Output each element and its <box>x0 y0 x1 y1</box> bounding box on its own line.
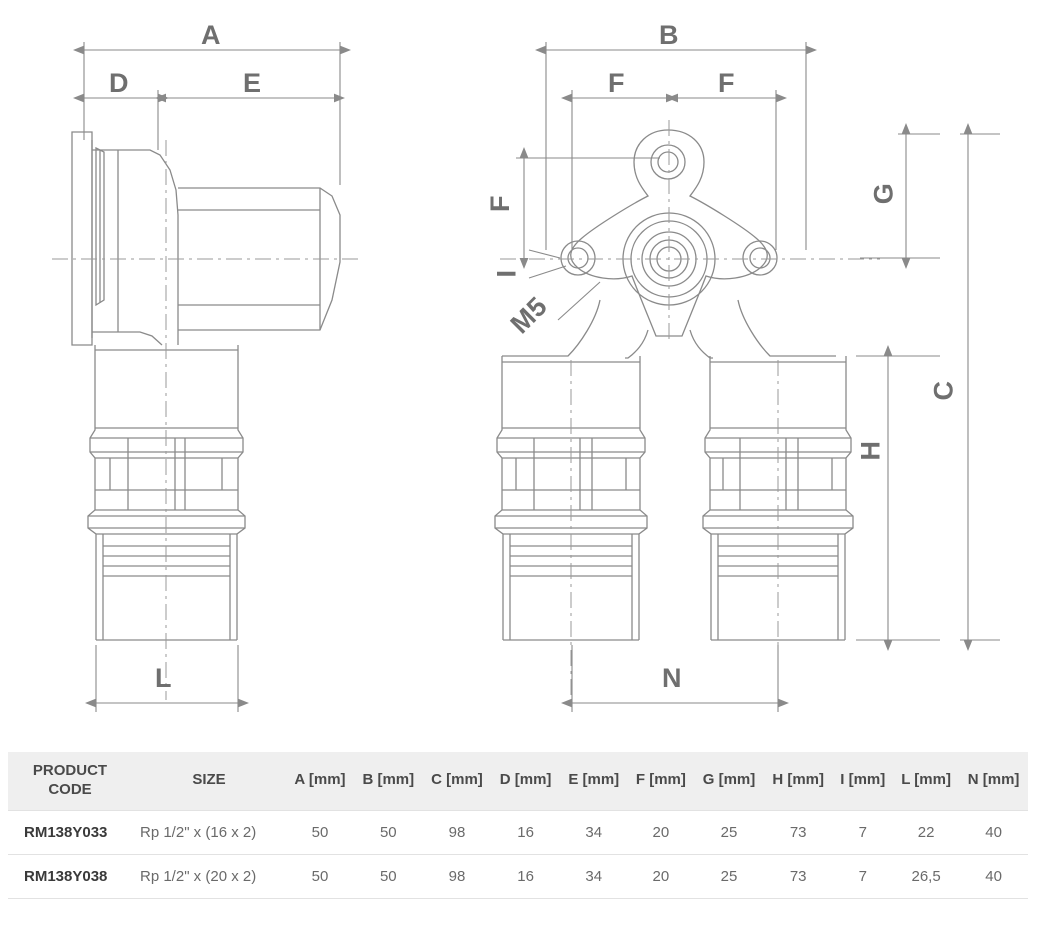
dimension-lines <box>84 42 1000 712</box>
centerline <box>500 120 880 700</box>
cell-g: 25 <box>694 810 764 854</box>
dim-label-F-right: F <box>718 68 735 98</box>
column-header-product-code <box>8 752 132 810</box>
column-header-g: G [mm] <box>694 752 764 810</box>
dim-label-E: E <box>243 68 262 98</box>
specification-table <box>8 752 1028 899</box>
cell-l: 22 <box>893 810 959 854</box>
cell-i: 7 <box>833 854 893 898</box>
cell-n: 40 <box>959 810 1028 854</box>
table-header <box>8 752 1028 810</box>
cell-d: 16 <box>491 810 560 854</box>
cell-c: 98 <box>423 854 492 898</box>
dim-label-A: A <box>201 20 221 50</box>
cell-a: 50 <box>286 810 354 854</box>
table-row <box>8 854 1028 898</box>
dim-label-B: B <box>659 20 679 50</box>
dim-label-I: I <box>491 269 522 278</box>
cell-product-code: RM138Y038 <box>8 854 132 898</box>
front-elevation-view <box>495 130 853 640</box>
table-body <box>8 810 1028 898</box>
cell-n: 40 <box>959 854 1028 898</box>
cell-b: 50 <box>354 854 423 898</box>
dim-label-N: N <box>662 663 682 693</box>
table-header-row <box>8 752 1028 810</box>
dim-label-D: D <box>109 68 129 98</box>
column-header-c: C [mm] <box>423 752 492 810</box>
cell-a: 50 <box>286 854 354 898</box>
dim-label-M5: M5 <box>504 290 554 340</box>
dim-label-F-vertical: F <box>485 195 515 212</box>
cell-i: 7 <box>833 810 893 854</box>
table-row <box>8 810 1028 854</box>
dim-label-C: C <box>928 380 959 401</box>
dim-label-G: G <box>868 182 899 205</box>
cell-size: Rp 1/2" x (16 x 2) <box>132 810 286 854</box>
column-header-size: SIZE <box>132 752 286 810</box>
cell-f: 20 <box>628 854 695 898</box>
cell-h: 73 <box>764 854 833 898</box>
dim-label-L: L <box>155 663 172 693</box>
column-header-l: L [mm] <box>893 752 959 810</box>
cell-size: Rp 1/2" x (20 x 2) <box>132 854 286 898</box>
cell-product-code: RM138Y033 <box>8 810 132 854</box>
dim-label-H: H <box>855 440 886 461</box>
cell-f: 20 <box>628 810 695 854</box>
column-header-a: A [mm] <box>286 752 354 810</box>
left-elevation-view <box>72 132 340 640</box>
column-header-n: N [mm] <box>959 752 1028 810</box>
column-header-h: H [mm] <box>764 752 833 810</box>
header-line-2: CODE <box>48 780 92 798</box>
column-header-i: I [mm] <box>833 752 893 810</box>
cell-e: 34 <box>560 854 628 898</box>
cell-e: 34 <box>560 810 628 854</box>
column-header-f: F [mm] <box>628 752 695 810</box>
header-line-1: PRODUCT <box>32 762 108 779</box>
cell-b: 50 <box>354 810 423 854</box>
centerline <box>52 140 360 700</box>
cell-c: 98 <box>423 810 492 854</box>
cell-h: 73 <box>764 810 833 854</box>
cell-g: 25 <box>694 854 764 898</box>
specification-table-wrapper <box>0 752 1048 899</box>
dim-label-F-left: F <box>608 68 625 98</box>
column-header-e: E [mm] <box>560 752 628 810</box>
column-header-d: D [mm] <box>491 752 560 810</box>
cell-l: 26,5 <box>893 854 959 898</box>
column-header-b: B [mm] <box>354 752 423 810</box>
cell-d: 16 <box>491 854 560 898</box>
